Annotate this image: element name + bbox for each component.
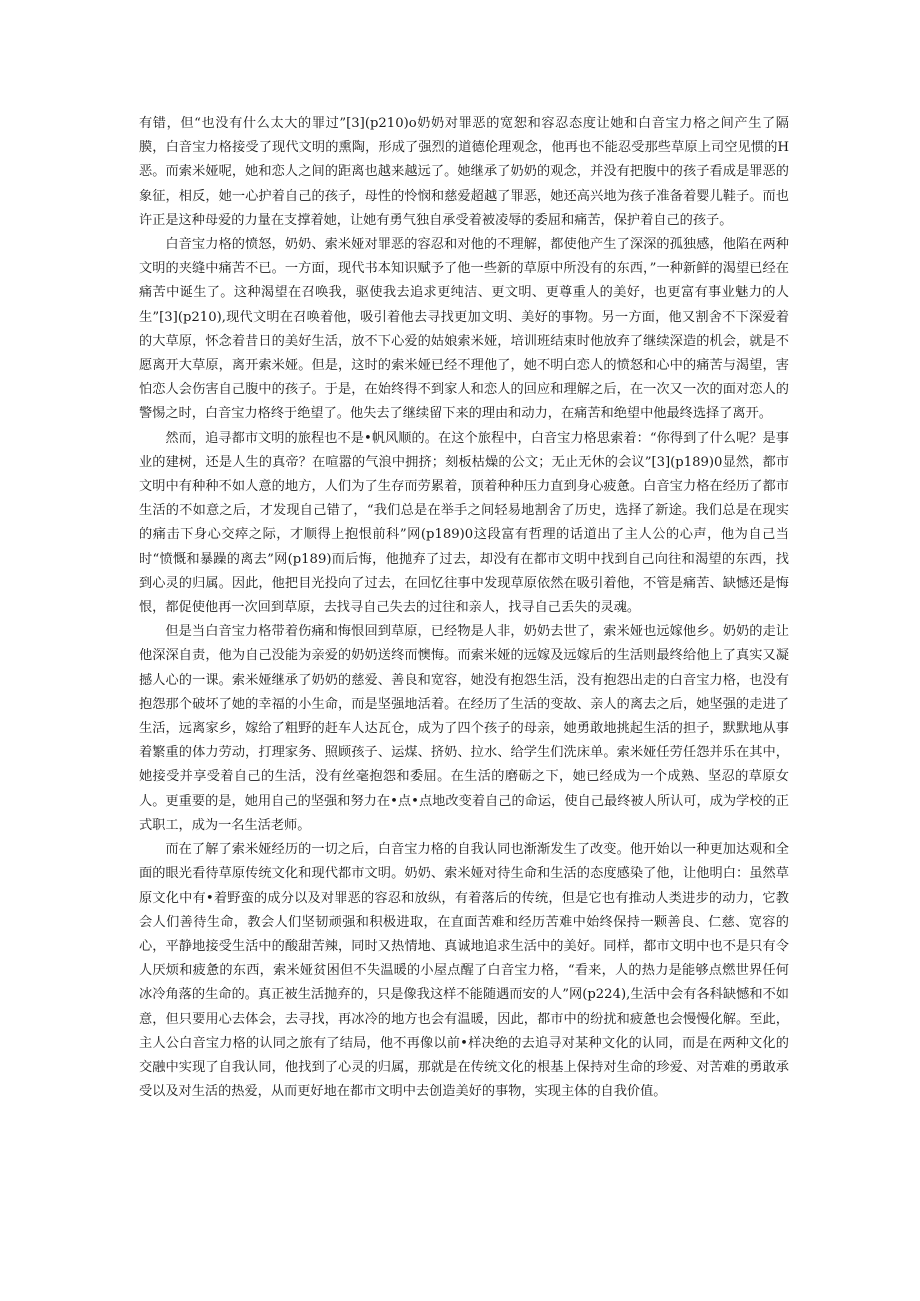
document-body (139, 112, 789, 1104)
paragraph-4: 但是当白音宝力格带着伤痛和悔恨回到草原，已经物是人非，奶奶去世了，索米娅也远嫁他乡。奶奶的走让他深深自责，他为自己没能为亲爱的奶奶送终而懊悔。而索米娅的远嫁及远嫁后的生活则最终给他上了真实又凝撼人心的一课。索米娅继承了奶奶的慈爱、善良和宽容，她没有抱怨生活，没有抱怨出走的白音宝力格，也没有抱怨那个破坏了她的幸福的小生命，而是坚强地活着。在经历了生活的变故、亲人的离去之后，她坚强的走进了生活，远离家乡，嫁给了粗野的赶车人达瓦仓，成为了四个孩子的母亲，她勇敢地挑起生活的担子，默默地从事着繁重的体力劳动，打理家务、照顾孩子、运煤、挤奶、拉水、给学生们洗床单。索米娅任劳任怨并乐在其中，她接受并享受着自己的生活，没有丝毫抱怨和委屈。在生活的磨砺之下，她已经成为一个成熟、坚忍的草原女人。更重要的是，她用自己的坚强和努力在•点•点地改变着自己的命运，使自己最终被人所认可，成为学校的正式职工，成为一名生活老师。 (139, 624, 789, 833)
paragraph-2: 白音宝力格的愤怒，奶奶、索米娅对罪恶的容忍和对他的不理解，都使他产生了深深的孤独感，他陷在两种文明的夹缝中痛苦不已。一方面，现代书本知识赋予了他一些新的草原中所没有的东西，”一种新鲜的渴望已经在痛苦中诞生了。这种渴望在召唤我，驱使我去追求更纯洁、更文明、更尊重人的美好，也更富有事业魅力的人生”[3](p210),现代文明在召唤着他，吸引着他去寻找更加文明、美好的事物。另一方面，他又割舍不下深爱着的大草原，怀念着昔日的美好生活，放不下心爱的姑娘索米娅，培训班结束时他放弃了继续深造的机会，就是不愿离开大草原，离开索米娅。但是，这时的索米娅已经不理他了，她不明白恋人的愤怒和心中的痛苦与渴望，害怕恋人会伤害自己腹中的孩子。于是，在始终得不到家人和恋人的回应和理解之后，在一次又一次的面对恋人的警惕之时，白音宝力格终于绝望了。他失去了继续留下来的理由和动力，在痛苦和绝望中他最终选择了离开。 (139, 237, 789, 422)
paragraph-5: 而在了解了索米娅经历的一切之后，白音宝力格的自我认同也渐渐发生了改变。他开始以一种更加达观和全面的眼光看待草原传统文化和现代都市文明。奶奶、索米娅对待生命和生活的态度感染了他，让他明白：虽然草原文化中有•着野蛮的成分以及对罪恶的容忍和放纵，有着落后的传统，但是它也有推动人类进步的动力，它教会人们善待生命，教会人们坚韧顽强和积极进取，在直面苦难和经历苦难中始终保持一颗善良、仁慈、宽容的心，平静地接受生活中的酸甜苦辣，同时又热情地、真诚地追求生活中的美好。同样，都市文明中也不是只有令人厌烦和疲惫的东西，索米娅贫困但不失温暖的小屋点醒了白音宝力格，“看来，人的热力是能够点燃世界任何冰冷角落的生命的。真正被生活抛弃的，只是像我这样不能随遇而安的人”网(p224),生活中会有各科缺憾和不如意，但只要用心去体会，去寻找，再冰冷的地方也会有温暖，因此，都市中的纷扰和疲惫也会慢慢化解。至此，主人公白音宝力格的认同之旅有了结局，他不再像以前•样决绝的去追寻对某种文化的认同，而是在两种文化的交融中实现了自我认同，他找到了心灵的归属，那就是在传统文化的根基上保持对生命的珍爱、对苦难的勇敢承受以及对生活的热爱，从而更好地在都市文明中去创造美好的事物，实现主体的自我价值。 (139, 842, 789, 1100)
paragraph-1: 有错，但“也没有什么太大的罪过”[3](p210)o奶奶对罪恶的宽恕和容忍态度让她和白音宝力格之间产生了隔膜，白音宝力格接受了现代文明的熏陶，形成了强烈的道德伦理观念，他再也不能忍受那些草原上司空见惯的H恶。而索米娅呢，她和恋人之间的距离也越来越远了。她继承了奶奶的观念，并没有把腹中的孩子看成是罪恶的象征，相反，她一心护着自己的孩子，母性的怜悯和慈爱超越了罪恶，她还高兴地为孩子准备着婴儿鞋子。而也许正是这种母爱的力量在支撑着她，让她有勇气独自承受着被凌辱的委屈和痛苦，保护着自己的孩子。 (139, 116, 789, 228)
paragraph-3: 然而，追寻都市文明的旅程也不是•帆风顺的。在这个旅程中，白音宝力格思索着：“你得到了什么呢？是事业的建树，还是人生的真帝？在喧嚣的气浪中拥挤；刻板枯燥的公文；无止无休的会议”[3](p189)0显然，都市文明中有种种不如人意的地方，人们为了生存而劳累着，顶着种种压力直到身心疲惫。白音宝力格在经历了都市生活的不如意之后，才发现自己错了，“我们总是在举手之间轻易地割舍了历史，选择了新途。我们总是在现实的痛击下身心交瘁之际，才顺得上抱恨前科”网(p189)0这段富有哲理的话道出了主人公的心声，他为自己当时“愤慨和暴躁的离去”网(p189)而后悔，他抛弃了过去，却没有在都市文明中找到自己向往和渴望的东西，找到心灵的归属。因此，他把目光投向了过去，在回忆往事中发现草原依然在吸引着他，不管是痛苦、缺憾还是悔恨，都促使他再一次回到草原，去找寻自己失去的过往和亲人，找寻自己丢失的灵魂。 (139, 430, 789, 616)
